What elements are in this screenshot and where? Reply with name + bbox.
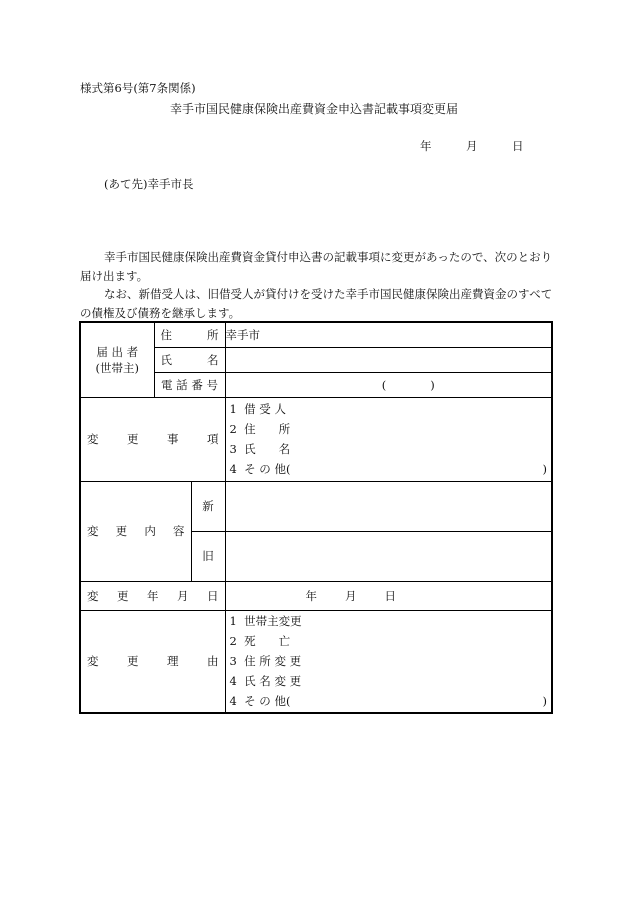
old-label: 旧 (191, 531, 225, 581)
new-label: 新 (191, 481, 225, 531)
phone-label: 電 話 番 号 (154, 372, 225, 397)
document-title: 幸手市国民健康保険出産費資金申込書記載事項変更届 (170, 102, 459, 116)
new-content-field[interactable] (225, 481, 552, 531)
change-notification-form (79, 321, 553, 714)
change-reason-option[interactable]: 1 世帯主変更 (229, 614, 302, 629)
addressee: (あて先)幸手市長 (104, 177, 194, 191)
change-reason-options (225, 610, 552, 713)
change-items-options (225, 397, 552, 481)
change-item-option[interactable]: 3 氏 名 (229, 442, 291, 456)
change-date-label: 変 更 年 月 日 (80, 581, 225, 610)
paragraph-succession: なお、新借受人は、旧借受人が貸付けを受けた幸手市国民健康保険出産費資金のすべての債権及び債務を継承します。 (80, 287, 553, 320)
change-date-field[interactable]: 年 月 日 (225, 581, 552, 610)
row-change-reason (80, 610, 552, 713)
address-field[interactable]: 幸手市 (225, 322, 552, 347)
change-reason-option[interactable]: 3 住 所 変 更 (229, 654, 302, 669)
change-items-label: 変 更 事 項 (80, 397, 225, 481)
notifier-label-sub: (世帯主) (95, 360, 139, 375)
change-reason-label: 変 更 理 由 (80, 610, 225, 713)
date-month: 月 (466, 139, 478, 153)
change-item-option-other[interactable]: 4 そ の 他( ) (229, 462, 547, 476)
date-year: 年 (420, 139, 432, 153)
old-content-field[interactable] (225, 531, 552, 581)
paragraph-notice: 幸手市国民健康保険出産費資金貸付申込書の記載事項に変更があったので、次のとおり届け出ます。 (80, 250, 553, 283)
notifier-label-main: 届 出 者 (96, 344, 139, 359)
name-label: 氏 名 (154, 347, 225, 372)
form-number: 様式第6号(第7条関係) (80, 81, 196, 95)
change-reason-option[interactable]: 4 氏 名 変 更 (229, 674, 302, 689)
row-change-content-new (80, 481, 552, 531)
row-change-date (80, 581, 552, 610)
change-reason-option[interactable]: 2 死 亡 (229, 634, 291, 649)
row-address (80, 322, 552, 347)
phone-field[interactable]: ( ) (225, 372, 552, 397)
name-field[interactable] (225, 347, 552, 372)
change-content-label: 変 更 内 容 (80, 481, 191, 581)
change-item-option[interactable]: 1 借 受 人 (229, 402, 286, 416)
change-reason-option-other[interactable]: 4 そ の 他( ) (229, 694, 547, 709)
change-item-option[interactable]: 2 住 所 (229, 422, 291, 436)
address-label: 住 所 (154, 322, 225, 347)
notifier-label (80, 322, 154, 397)
date-day: 日 (512, 139, 524, 153)
row-change-items (80, 397, 552, 481)
